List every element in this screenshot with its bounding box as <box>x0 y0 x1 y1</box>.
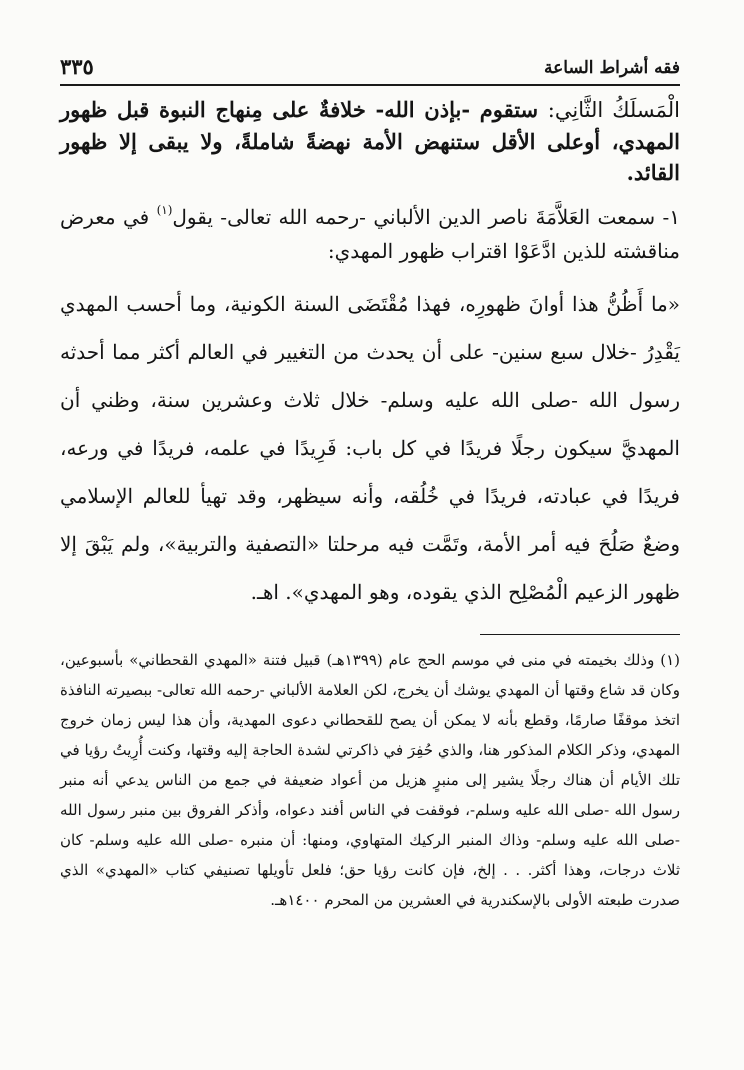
running-title: فقه أشراط الساعة <box>544 58 680 78</box>
second-approach-paragraph <box>60 94 680 188</box>
footnote-divider <box>480 634 680 635</box>
albani-quote: «ما أَظُنُّ هذا أوانَ ظهورِه، فهذا مُقْتَضَى السنة الكونية، وما أحسب المهدي يَقْدِرُ -خلال سبع سنين- على أن يحدث من التغيير في العالم أكثر مما أحدثه رسول الله -صلى الله عليه وسلم- خلال ثلاث وعشرين سنة، وظني أن المهديَّ سيكون رجلًا فريدًا في كل باب: فَرِيدًا في علمه، فريدًا في ورعه، فريدًا في عبادته، فريدًا في خُلُقه، وأنه سيظهر، وقد تهيأ للعالم الإسلامي وضعٌ صَلُحَ فيه أمر الأمة، وتَمَّت فيه مرحلتا «التصفية والتربية»، ولم يَبْقَ إلا ظهور الزعيم الْمُصْلِح الذي يقوده، وهو المهدي». اهـ. <box>60 292 680 604</box>
section-text: ستقوم -بإذن الله- خلافةٌ على مِنهاج النبوة قبل ظهور المهدي، أوعلى الأقل ستنهض الأمة نهضةً شاملةً، ولا يبقى إلا ظهور القائد. <box>60 97 680 185</box>
albani-paragraph <box>60 200 680 268</box>
page-header <box>60 52 680 86</box>
footnote-1: (١) وذلك بخيمته في منى في موسم الحج عام (١٣٩٩هـ) قبيل فتنة «المهدي القحطاني» بأسبوعين، وكان قد شاع وقتها أن المهدي يوشك أن يخرج، لكن العلامة الألباني -رحمه الله تعالى- ببصيرته النافذة اتخذ موقفًا صارمًا، وقطع بأنه لا يمكن أن يصح للقحطاني دعوى المهدية، وأن هذا ليس زمان خروج المهدي، وذكر الكلام المذكور هنا، والذي حُفِرَ في ذاكرتي لشدة الحاجة إليه وقتها، وكنت أُرِيتُ رؤيا في تلك الأيام أن هناك رجلًا يشير إلى منبرٍ هزيل من أعواد ضعيفة في جمع من الناس يدعي أنه منبر رسول الله -صلى الله عليه وسلم-، فوقفت في الناس أفند دعواه، وأذكر الفروق بين منبر رسول الله -صلى الله عليه وسلم- وذاك المنبر الركيك المتهاوي، ومنها: أن منبره -صلى الله عليه وسلم- كان ثلاث درجات، وهذا أكثر. . . إلخ، فإن كانت رؤيا حق؛ فلعل تأويلها تصنيفي كتاب «المهدي» الذي صدرت طبعته الأولى بالإسكندرية في العشرين من المحرم ١٤٠٠هـ. <box>60 651 681 909</box>
footnote-reference: (١) <box>156 203 173 217</box>
page-number: ٣٣٥ <box>60 54 94 79</box>
section-lead: الْمَسلَكُ الثَّانِي: <box>547 98 680 122</box>
paragraph-continuation: في معرض مناقشته للذين ادَّعَوْا اقتراب ظهور المهدي: <box>60 205 680 263</box>
book-page <box>60 52 680 915</box>
paragraph-text: ١- سمعت العَلاَّمَةَ ناصر الدين الألباني -رحمه الله تعالى- يقول <box>172 205 680 229</box>
